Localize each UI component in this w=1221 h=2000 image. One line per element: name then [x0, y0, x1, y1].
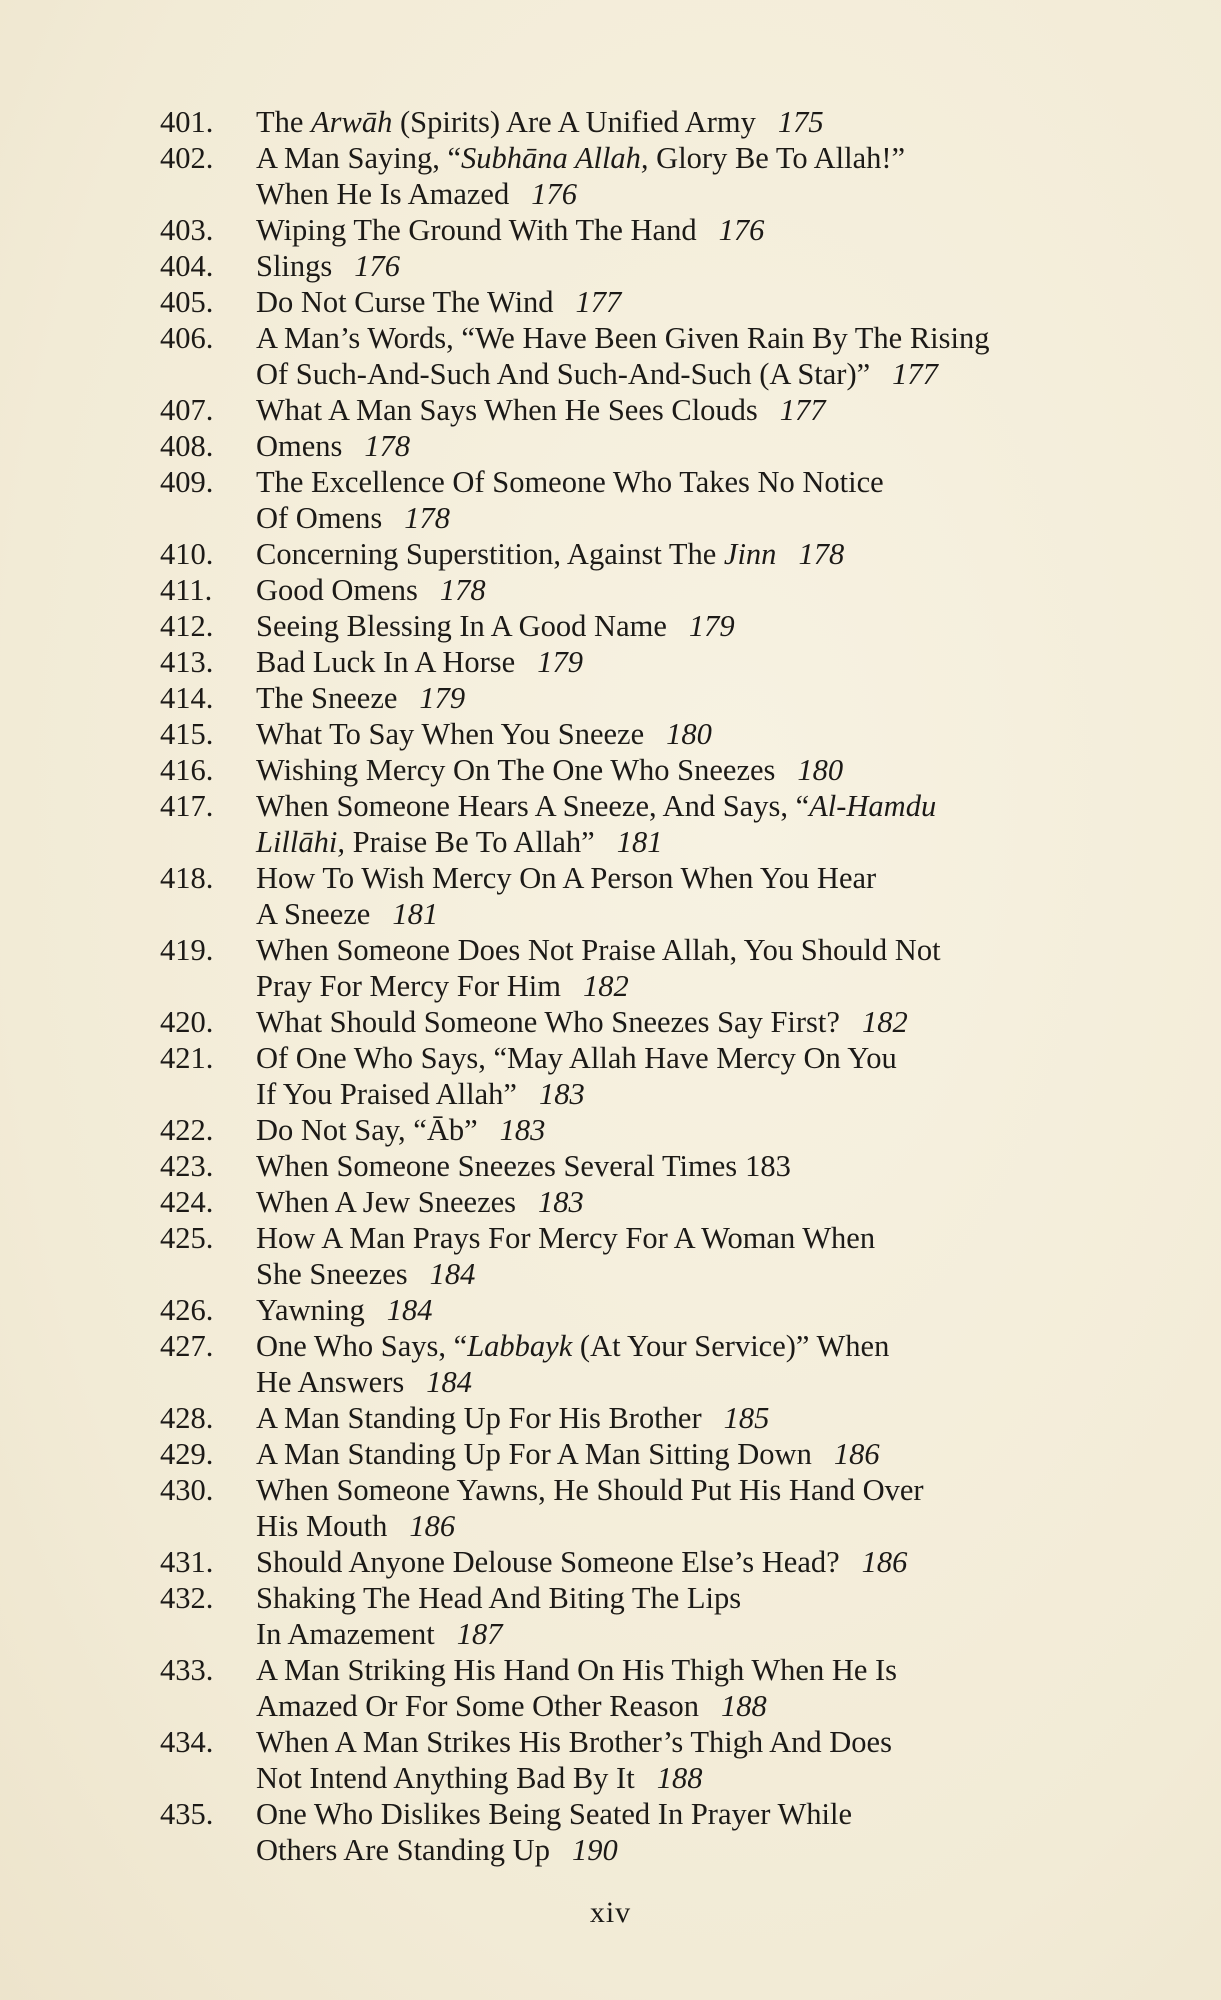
entry-number: 431. [160, 1545, 214, 1579]
title-italic-text: Lillāhi, [256, 825, 345, 859]
title-text: One Who Dislikes Being Seated In Prayer While [256, 1797, 853, 1831]
entry-title-line [256, 644, 1160, 680]
entry-number: 423. [160, 1149, 214, 1183]
entry-title [256, 140, 1160, 212]
entry-title [256, 1724, 1160, 1796]
title-text: When Someone Hears A Sneeze, And Says, “ [256, 789, 810, 823]
page-number: 178 [439, 573, 486, 607]
entry-number: 409. [160, 465, 214, 499]
toc-entry [160, 1148, 1160, 1184]
toc-entry [160, 1652, 1160, 1724]
entry-title-line [256, 1616, 1160, 1652]
title-text: Others Are Standing Up [256, 1833, 550, 1867]
toc-entry [160, 392, 1160, 428]
title-text: Good Omens [256, 573, 418, 607]
entry-title [256, 536, 1160, 572]
entry-title [256, 1400, 1160, 1436]
title-text: Of Such-And-Such And Such-And-Such (A Star)” [256, 357, 871, 391]
page-number: 177 [892, 357, 938, 391]
entry-title-line [256, 464, 1160, 500]
entry-number: 408. [160, 429, 214, 463]
entry-title-line [256, 1148, 1160, 1184]
page-number: 186 [861, 1545, 908, 1579]
entry-title-line [256, 1580, 1160, 1616]
entry-title [256, 1652, 1160, 1724]
toc-entry [160, 644, 1160, 680]
page-number: 177 [575, 285, 622, 319]
title-text: What Should Someone Who Sneezes Say First? [256, 1005, 840, 1039]
page-number: 180 [666, 717, 712, 751]
entry-title [256, 248, 1160, 284]
entry-title-line [256, 932, 1160, 968]
page-number: 176 [354, 249, 401, 283]
entry-title [256, 1292, 1160, 1328]
page-number: 188 [656, 1761, 703, 1795]
entry-number: 414. [160, 681, 214, 715]
page-number: 184 [429, 1257, 476, 1291]
entry-number: 428. [160, 1401, 214, 1435]
title-text: Praise Be To Allah” [344, 825, 595, 859]
entry-title [256, 1472, 1160, 1544]
page-number: 178 [798, 537, 845, 571]
toc-entry [160, 320, 1160, 392]
entry-title [256, 1040, 1160, 1112]
entry-number: 413. [160, 645, 214, 679]
entry-title [256, 644, 1160, 680]
title-text: When He Is Amazed [256, 177, 510, 211]
entry-title-line [256, 284, 1160, 320]
page-number: 186 [833, 1437, 880, 1471]
entry-title-line [256, 608, 1160, 644]
page-number: 183 [538, 1077, 585, 1111]
entry-number: 402. [160, 141, 214, 175]
entry-number: 426. [160, 1293, 214, 1327]
entry-title [256, 860, 1160, 932]
title-text: Do Not Curse The Wind [256, 285, 554, 319]
entry-number: 427. [160, 1329, 214, 1363]
entry-number: 425. [160, 1221, 214, 1255]
entry-title [256, 608, 1160, 644]
entry-number: 435. [160, 1797, 214, 1831]
entry-title [256, 716, 1160, 752]
entry-title-line [256, 1292, 1160, 1328]
entry-number: 420. [160, 1005, 214, 1039]
page-number: 184 [426, 1365, 472, 1399]
page-number: 183 [745, 1149, 791, 1183]
entry-title-line [256, 248, 1160, 284]
title-text: A Man Saying, “ [256, 141, 462, 175]
entry-number: 403. [160, 213, 214, 247]
toc-entry [160, 1220, 1160, 1292]
entry-number: 422. [160, 1113, 214, 1147]
page-number: 183 [499, 1113, 546, 1147]
page-number: 178 [364, 429, 411, 463]
title-text: The Excellence Of Someone Who Takes No Notice [256, 465, 884, 499]
page-number: 188 [721, 1689, 767, 1723]
entry-number: 430. [160, 1473, 214, 1507]
entry-title-line [256, 320, 1160, 356]
entry-title [256, 1112, 1160, 1148]
entry-title-line [256, 1508, 1160, 1544]
entry-number: 418. [160, 861, 214, 895]
page-number: 179 [688, 609, 735, 643]
entry-title-line [256, 896, 1160, 932]
title-text: He Answers [256, 1365, 405, 1399]
toc-entry [160, 1328, 1160, 1400]
entry-number: 421. [160, 1041, 214, 1075]
entry-title [256, 680, 1160, 716]
page-folio: xiv [589, 1896, 632, 1929]
title-text: When A Man Strikes His Brother’s Thigh And Does [256, 1725, 892, 1759]
page-number: 179 [537, 645, 583, 679]
entry-title-line [256, 1688, 1160, 1724]
title-text: A Man Striking His Hand On His Thigh When He Is [256, 1653, 898, 1687]
entry-title-line [256, 1760, 1160, 1796]
title-italic-text: Subhāna Allah, [461, 141, 649, 175]
title-text: Do Not Say, “Āb” [256, 1113, 478, 1147]
entry-number: 416. [160, 753, 214, 787]
toc-entry [160, 752, 1160, 788]
entry-number: 405. [160, 285, 214, 319]
entry-title-line [256, 680, 1160, 716]
entry-number: 433. [160, 1653, 214, 1687]
toc-entry [160, 1724, 1160, 1796]
title-text: How A Man Prays For Mercy For A Woman When [256, 1221, 876, 1255]
entry-number: 434. [160, 1725, 214, 1759]
title-text: Bad Luck In A Horse [256, 645, 516, 679]
title-text: The [256, 105, 312, 139]
title-text: (At Your Service)” When [572, 1329, 890, 1363]
entry-title-line [256, 1472, 1160, 1508]
entry-title-line [256, 1004, 1160, 1040]
entry-title [256, 320, 1160, 392]
entry-title-line [256, 1184, 1160, 1220]
entry-title-line [256, 500, 1160, 536]
page-number: 179 [419, 681, 466, 715]
entry-number: 404. [160, 249, 214, 283]
title-text: If You Praised Allah” [256, 1077, 517, 1111]
page-number: 185 [723, 1401, 770, 1435]
title-text: A Man Standing Up For A Man Sitting Down [256, 1437, 812, 1471]
entry-title [256, 788, 1160, 860]
title-text: In Amazement [256, 1617, 435, 1651]
toc-entry [160, 860, 1160, 932]
page-number: 177 [779, 393, 826, 427]
title-text: Should Anyone Delouse Someone Else’s Head? [256, 1545, 840, 1579]
entry-number: 415. [160, 717, 214, 751]
entry-title [256, 104, 1160, 140]
entry-number: 412. [160, 609, 214, 643]
toc-entry [160, 248, 1160, 284]
entry-number: 417. [160, 789, 214, 823]
toc-entry [160, 1580, 1160, 1652]
toc-entry [160, 1292, 1160, 1328]
entry-title-line [256, 176, 1160, 212]
entry-title [256, 392, 1160, 428]
entry-title-line [256, 104, 1160, 140]
toc-entry [160, 608, 1160, 644]
page-number: 181 [616, 825, 663, 859]
entry-title [256, 1796, 1160, 1868]
title-text: A Man’s Words, “We Have Been Given Rain By The Rising [256, 321, 990, 355]
entry-title-line [256, 572, 1160, 608]
entry-title-line [256, 1256, 1160, 1292]
entry-title-line [256, 752, 1160, 788]
entry-title-line [256, 1040, 1160, 1076]
entry-number: 419. [160, 933, 214, 967]
toc-entry [160, 1040, 1160, 1112]
entry-number: 432. [160, 1581, 214, 1615]
entry-title [256, 572, 1160, 608]
title-text: His Mouth [256, 1509, 388, 1543]
entry-number: 411. [160, 573, 213, 607]
entry-title-line [256, 1328, 1160, 1364]
title-text: Seeing Blessing In A Good Name [256, 609, 667, 643]
page-number: 175 [777, 105, 824, 139]
page-number: 184 [386, 1293, 433, 1327]
toc-entry [160, 716, 1160, 752]
entry-title [256, 1544, 1160, 1580]
entry-title-line [256, 1220, 1160, 1256]
title-text: Shaking The Head And Biting The Lips [256, 1581, 742, 1615]
entry-title [256, 1436, 1160, 1472]
title-text: The Sneeze [256, 681, 398, 715]
entry-title-line [256, 1544, 1160, 1580]
toc-entry [160, 932, 1160, 1004]
toc-entry [160, 1436, 1160, 1472]
title-text: Wishing Mercy On The One Who Sneezes [256, 753, 776, 787]
entry-title-line [256, 860, 1160, 896]
entry-title-line [256, 1364, 1160, 1400]
title-text: Of One Who Says, “May Allah Have Mercy On You [256, 1041, 897, 1075]
entry-title-line [256, 968, 1160, 1004]
entry-number: 406. [160, 321, 214, 355]
entry-title-line [256, 392, 1160, 428]
page-number: 190 [571, 1833, 618, 1867]
page-number: 182 [582, 969, 629, 1003]
page-number: 187 [456, 1617, 503, 1651]
title-italic-text: Jinn [723, 537, 777, 571]
title-italic-text: Arwāh [311, 105, 393, 139]
title-text: Slings [256, 249, 333, 283]
entry-title [256, 284, 1160, 320]
entry-title-line [256, 716, 1160, 752]
entry-title [256, 1184, 1160, 1220]
toc-entry [160, 1796, 1160, 1868]
toc-entry [160, 284, 1160, 320]
page-number: 178 [404, 501, 450, 535]
title-text: Omens [256, 429, 343, 463]
title-text: A Sneeze [256, 897, 371, 931]
title-text: When Someone Sneezes Several Times [256, 1149, 738, 1183]
entry-title-line [256, 212, 1160, 248]
entry-title-line [256, 1436, 1160, 1472]
entry-number: 407. [160, 393, 214, 427]
title-text: Not Intend Anything Bad By It [256, 1761, 635, 1795]
entry-number: 429. [160, 1437, 214, 1471]
toc-entry [160, 1472, 1160, 1544]
toc-entry [160, 788, 1160, 860]
toc-entry [160, 1112, 1160, 1148]
page-number: 176 [531, 177, 577, 211]
page-number: 180 [797, 753, 844, 787]
title-text: When Someone Does Not Praise Allah, You Should Not [256, 933, 941, 967]
toc-entry [160, 212, 1160, 248]
title-text: She Sneezes [256, 1257, 408, 1291]
entry-title [256, 932, 1160, 1004]
entry-title [256, 1148, 1160, 1184]
toc-entry [160, 140, 1160, 212]
title-text: Of Omens [256, 501, 383, 535]
toc-entry [160, 1184, 1160, 1220]
title-italic-text: Al-Hamdu [809, 789, 937, 823]
entry-title [256, 752, 1160, 788]
toc-entry [160, 536, 1160, 572]
entry-number: 424. [160, 1185, 214, 1219]
entry-number: 410. [160, 537, 214, 571]
page-number: 181 [392, 897, 439, 931]
entry-title [256, 1328, 1160, 1400]
entry-title [256, 1220, 1160, 1292]
entry-title [256, 212, 1160, 248]
entry-title [256, 428, 1160, 464]
entry-title-line [256, 1400, 1160, 1436]
entry-title [256, 464, 1160, 536]
toc-entry [160, 428, 1160, 464]
entry-title-line [256, 1724, 1160, 1760]
toc-entry [160, 104, 1160, 140]
toc-entry [160, 1544, 1160, 1580]
title-text: (Spirits) Are A Unified Army [392, 105, 756, 139]
entry-title-line [256, 140, 1160, 176]
title-text: How To Wish Mercy On A Person When You Hear [256, 861, 877, 895]
title-text: Glory Be To Allah!” [648, 141, 906, 175]
entry-title [256, 1004, 1160, 1040]
entry-title-line [256, 1652, 1160, 1688]
entry-title-line [256, 1112, 1160, 1148]
title-text: Pray For Mercy For Him [256, 969, 561, 1003]
toc-entry [160, 572, 1160, 608]
entry-title-line [256, 428, 1160, 464]
title-text: What A Man Says When He Sees Clouds [256, 393, 758, 427]
entry-title-line [256, 536, 1160, 572]
title-text: Wiping The Ground With The Hand [256, 213, 697, 247]
page-number: 183 [538, 1185, 584, 1219]
title-text: Concerning Superstition, Against The [256, 537, 724, 571]
entry-title-line [256, 1832, 1160, 1868]
entry-title-line [256, 1076, 1160, 1112]
title-text: Yawning [256, 1293, 365, 1327]
entry-number: 401. [160, 105, 214, 139]
entry-title-line [256, 1796, 1160, 1832]
page-number: 176 [718, 213, 765, 247]
page-number: 182 [861, 1005, 908, 1039]
entry-title-line [256, 356, 1160, 392]
title-italic-text: Labbayk [467, 1329, 573, 1363]
entry-title [256, 1580, 1160, 1652]
title-text: What To Say When You Sneeze [256, 717, 645, 751]
toc-entry [160, 1004, 1160, 1040]
title-text: A Man Standing Up For His Brother [256, 1401, 702, 1435]
page-number: 186 [409, 1509, 456, 1543]
title-text: When A Jew Sneezes [256, 1185, 517, 1219]
title-text: When Someone Yawns, He Should Put His Hand Over [256, 1473, 924, 1507]
title-text: One Who Says, “ [256, 1329, 468, 1363]
toc-entry [160, 680, 1160, 716]
title-text: Amazed Or For Some Other Reason [256, 1689, 699, 1723]
entry-title-line [256, 824, 1160, 860]
entry-title-line [256, 788, 1160, 824]
toc-entry [160, 464, 1160, 536]
toc-entry [160, 1400, 1160, 1436]
table-of-contents [160, 104, 1160, 1868]
